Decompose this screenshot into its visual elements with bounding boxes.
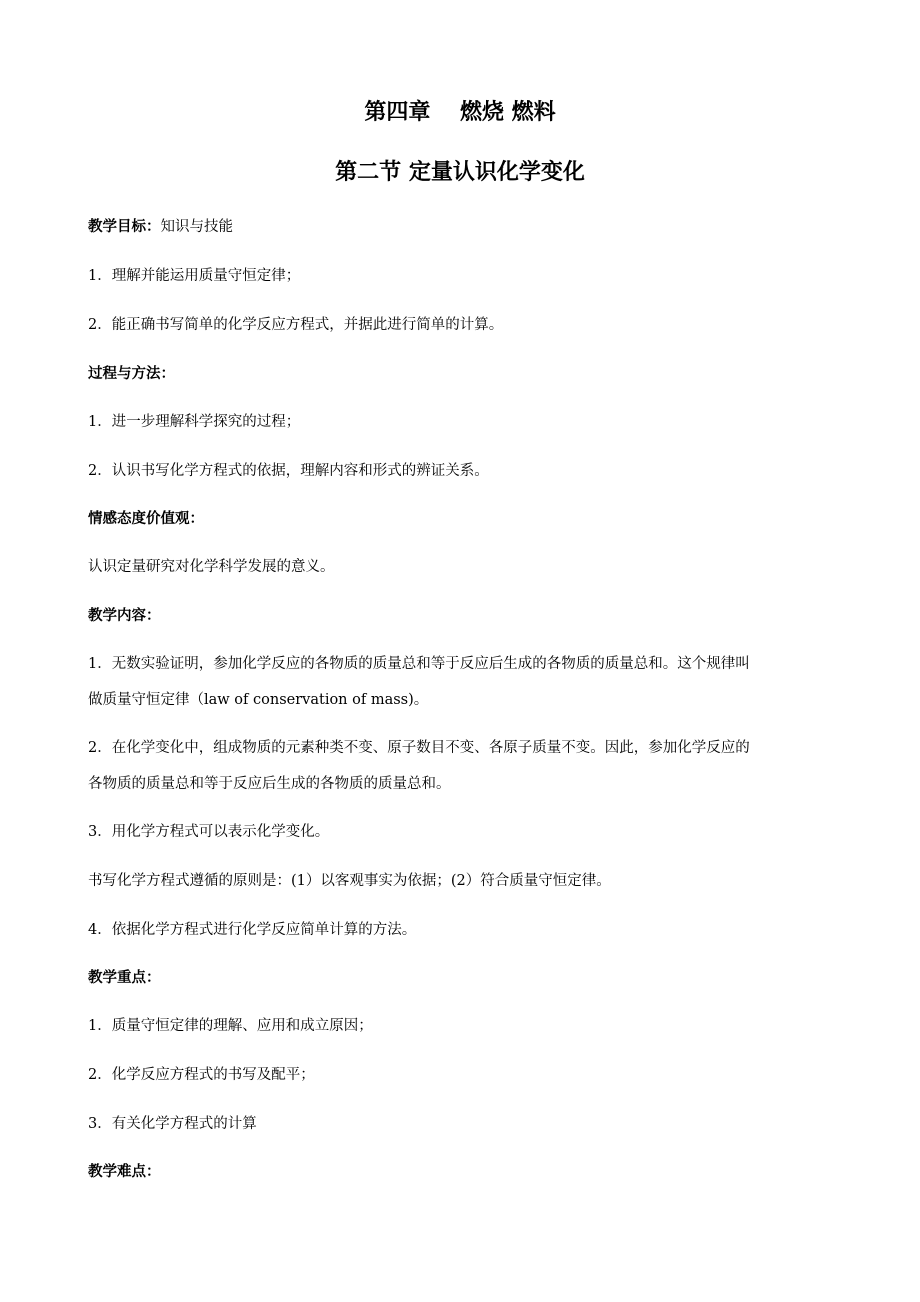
knowledge-item-1: 1．理解并能运用质量守恒定律； [88, 268, 301, 284]
section-title: 第二节 定量认识化学变化 [335, 160, 585, 185]
chapter-title: 第四章 燃烧 燃料 [364, 100, 556, 125]
content-item-4: 4．依据化学方程式进行化学反应简单计算的方法。 [88, 922, 417, 938]
knowledge-label: 知识与技能 [160, 219, 233, 235]
emotion-text: 认识定量研究对化学科学发展的意义。 [88, 559, 335, 575]
content-item-1-line-1: 1．无数实验证明，参加化学反应的各物质的质量总和等于反应后生成的各物质的质量总和。这个规律叫 [88, 656, 750, 672]
process-item-1: 1．进一步理解科学探究的过程； [88, 414, 301, 430]
content-principle: 书写化学方程式遵循的原则是：(1）以客观事实为依据；(2）符合质量守恒定律。 [88, 873, 611, 889]
knowledge-item-2: 2．能正确书写简单的化学反应方程式，并据此进行简单的计算。 [88, 317, 504, 333]
key-point-2: 2．化学反应方程式的书写及配平； [88, 1067, 315, 1083]
key-point-1: 1．质量守恒定律的理解、应用和成立原因； [88, 1018, 373, 1034]
objectives-line [88, 217, 838, 237]
difficulties-label: 教学难点： [88, 1164, 161, 1180]
emotion-label: 情感态度价值观： [88, 511, 204, 527]
objectives-label: 教学目标： [88, 219, 161, 235]
process-item-2: 2．认识书写化学方程式的依据，理解内容和形式的辨证关系。 [88, 463, 489, 479]
content-item-2-line-2: 各物质的质量总和等于反应后生成的各物质的质量总和。 [88, 776, 451, 792]
key-point-3: 3．有关化学方程式的计算 [88, 1116, 257, 1132]
content-label: 教学内容： [88, 608, 161, 624]
process-label: 过程与方法： [88, 366, 175, 382]
content-item-1-line-2: 做质量守恒定律（law of conservation of mass)。 [88, 692, 429, 708]
content-item-2-line-1: 2．在化学变化中，组成物质的元素种类不变、原子数目不变、各原子质量不变。因此，参加化学反应的 [88, 740, 750, 756]
key-points-label: 教学重点： [88, 970, 161, 986]
content-item-3: 3．用化学方程式可以表示化学变化。 [88, 824, 330, 840]
